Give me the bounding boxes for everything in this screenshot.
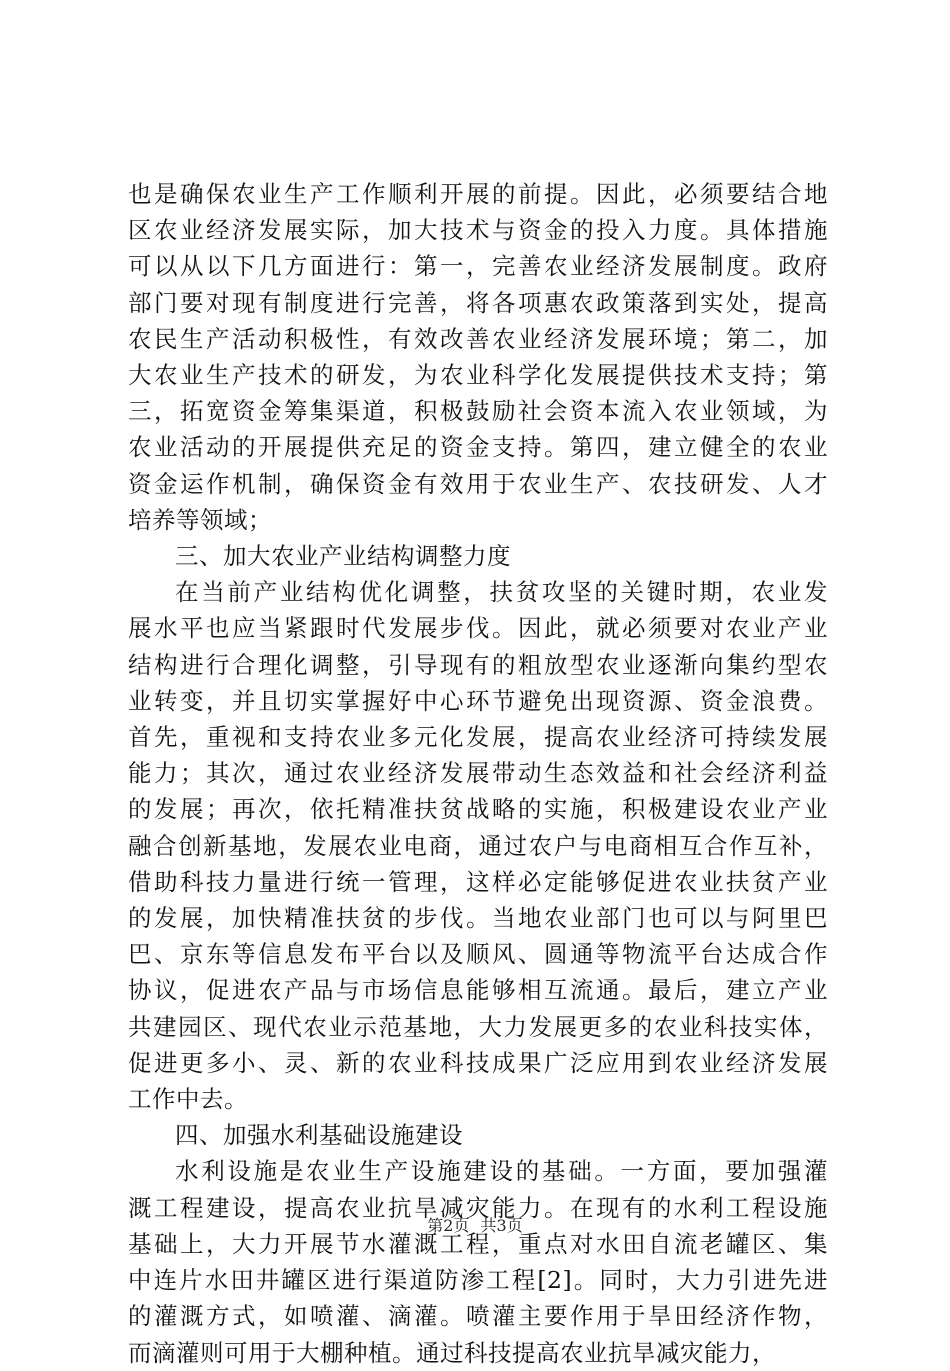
paragraph-line: 中连片水田井罐区进行渠道防渗工程[2]。同时，大力引进先进 [128,1266,828,1295]
paragraph-line: 农民生产活动积极性，有效改善农业经济发展环境；第二，加 [128,324,828,353]
paragraph-line: 三，拓宽资金筹集渠道，积极鼓励社会资本流入农业领域，为 [128,397,828,426]
paragraph-line: 部门要对现有制度进行完善，将各项惠农政策落到实处，提高 [128,288,828,317]
paragraph-line: 工作中去。 [128,1085,248,1114]
paragraph-line: 大农业生产技术的研发，为农业科学化发展提供技术支持；第 [128,361,828,390]
paragraph-line: 而滴灌则可用于大棚种植。通过科技提高农业抗旱减灾能力， [128,1338,776,1367]
paragraph-line: 溉工程建设，提高农业抗旱减灾能力。在现有的水利工程设施 [128,1193,828,1222]
page-footer [0,1216,950,1236]
paragraph-line: 协议，促进农产品与市场信息能够相互流通。最后，建立产业 [128,976,828,1005]
paragraph-line: 结构进行合理化调整，引导现有的粗放型农业逐渐向集约型农 [128,650,828,679]
section-heading: 三、加大农业产业结构调整力度 [175,542,511,571]
total-pages: 共3页 [480,1216,523,1235]
paragraph-line: 水利设施是农业生产设施建设的基础。一方面，要加强灌 [175,1157,828,1186]
paragraph-line: 的发展；再次，依托精准扶贫战略的实施，积极建设农业产业 [128,795,828,824]
paragraph-line: 资金运作机制，确保资金有效用于农业生产、农技研发、人才 [128,469,828,498]
document-body [128,176,828,1371]
paragraph-line: 融合创新基地，发展农业电商，通过农户与电商相互合作互补， [128,831,828,860]
paragraph-line: 借助科技力量进行统一管理，这样必定能够促进农业扶贫产业 [128,867,828,896]
paragraph-line: 基础上，大力开展节水灌溉工程，重点对水田自流老罐区、集 [128,1229,828,1258]
paragraph-line: 促进更多小、灵、新的农业科技成果广泛应用到农业经济发展 [128,1048,828,1077]
paragraph-line: 共建园区、现代农业示范基地，大力发展更多的农业科技实体， [128,1012,828,1041]
paragraph-line: 的发展，加快精准扶贫的步伐。当地农业部门也可以与阿里巴 [128,904,828,933]
paragraph-line: 在当前产业结构优化调整，扶贫攻坚的关键时期，农业发 [175,578,828,607]
paragraph-line: 可以从以下几方面进行：第一，完善农业经济发展制度。政府 [128,252,828,281]
section-heading: 四、加强水利基础设施建设 [175,1121,463,1150]
paragraph-line: 区农业经济发展实际，加大技术与资金的投入力度。具体措施 [128,216,828,245]
paragraph-line: 巴、京东等信息发布平台以及顺风、圆通等物流平台达成合作 [128,940,828,969]
paragraph-line: 培养等领域； [128,505,272,534]
paragraph-line: 能力；其次，通过农业经济发展带动生态效益和社会经济利益 [128,759,828,788]
paragraph-line: 首先，重视和支持农业多元化发展，提高农业经济可持续发展 [128,723,828,752]
paragraph-line: 业转变，并且切实掌握好中心环节避免出现资源、资金浪费。 [128,686,828,715]
paragraph-line: 展水平也应当紧跟时代发展步伐。因此，就必须要对农业产业 [128,614,828,643]
paragraph-line: 农业活动的开展提供充足的资金支持。第四，建立健全的农业 [128,433,828,462]
paragraph-line: 的灌溉方式，如喷灌、滴灌。喷灌主要作用于旱田经济作物， [128,1302,828,1331]
page-number: 第2页 [427,1216,470,1235]
paragraph-line: 也是确保农业生产工作顺利开展的前提。因此，必须要结合地 [128,180,828,208]
